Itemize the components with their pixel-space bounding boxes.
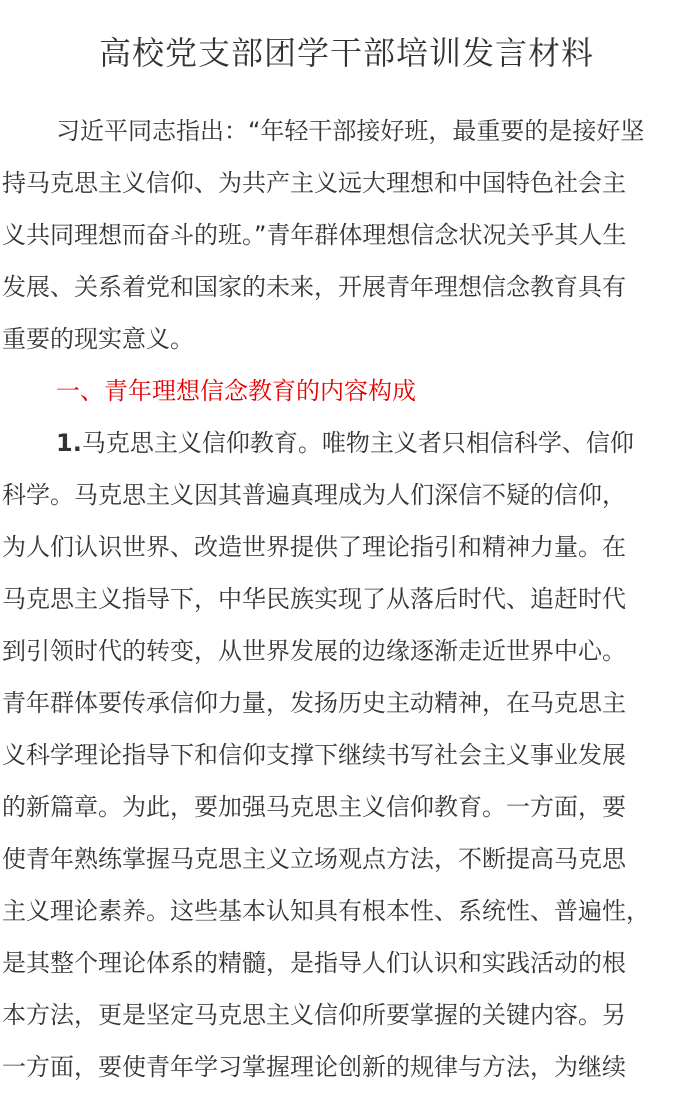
paragraph-line: 马克思主义指导下，中华民族实现了从落后时代、追赶时代 xyxy=(2,585,626,613)
paragraph-line: 为人们认识世界、改造世界提供了理论指引和精神力量。在 xyxy=(2,533,626,561)
paragraph-line: 本方法，更是坚定马克思主义信仰所要掌握的关键内容。另 xyxy=(2,1001,626,1029)
paragraph-line: 义共同理想而奋斗的班。”青年群体理想信念状况关乎其人生 xyxy=(2,221,627,249)
paragraph-line: 到引领时代的转变，从世界发展的边缘逐渐走近世界中心。 xyxy=(2,637,626,665)
document-title: 高校党支部团学干部培训发言材料 xyxy=(98,34,594,72)
section-heading: 一、青年理想信念教育的内容构成 xyxy=(56,377,416,405)
paragraph-line: 主义理论素养。这些基本认知具有根本性、系统性、普遍性， xyxy=(2,897,650,925)
paragraph-line: 发展、关系着党和国家的未来，开展青年理想信念教育具有 xyxy=(2,273,626,301)
paragraph-line: 科学。马克思主义因其普遍真理成为人们深信不疑的信仰， xyxy=(2,481,626,509)
paragraph-line: 重要的现实意义。 xyxy=(2,325,194,353)
paragraph-line: 使青年熟练掌握马克思主义立场观点方法，不断提高马克思 xyxy=(2,845,626,873)
paragraph-line: 青年群体要传承信仰力量，发扬历史主动精神，在马克思主 xyxy=(2,689,626,717)
paragraph-line: 义科学理论指导下和信仰支撑下继续书写社会主义事业发展 xyxy=(2,741,626,769)
numbered-paragraph-line xyxy=(56,417,634,469)
paragraph-text: 马克思主义信仰教育。唯物主义者只相信科学、信仰 xyxy=(81,429,634,457)
paragraph-line: 习近平同志指出：“年轻干部接好班，最重要的是接好坚 xyxy=(56,117,645,145)
paragraph-line: 是其整个理论体系的精髓，是指导人们认识和实践活动的根 xyxy=(2,949,626,977)
paragraph-line: 一方面，要使青年学习掌握理论创新的规律与方法，为继续 xyxy=(2,1053,626,1081)
paragraph-line: 的新篇章。为此，要加强马克思主义信仰教育。一方面，要 xyxy=(2,793,626,821)
paragraph-line: 持马克思主义信仰、为共产主义远大理想和中国特色社会主 xyxy=(2,169,626,197)
item-number: 1. xyxy=(56,429,82,457)
